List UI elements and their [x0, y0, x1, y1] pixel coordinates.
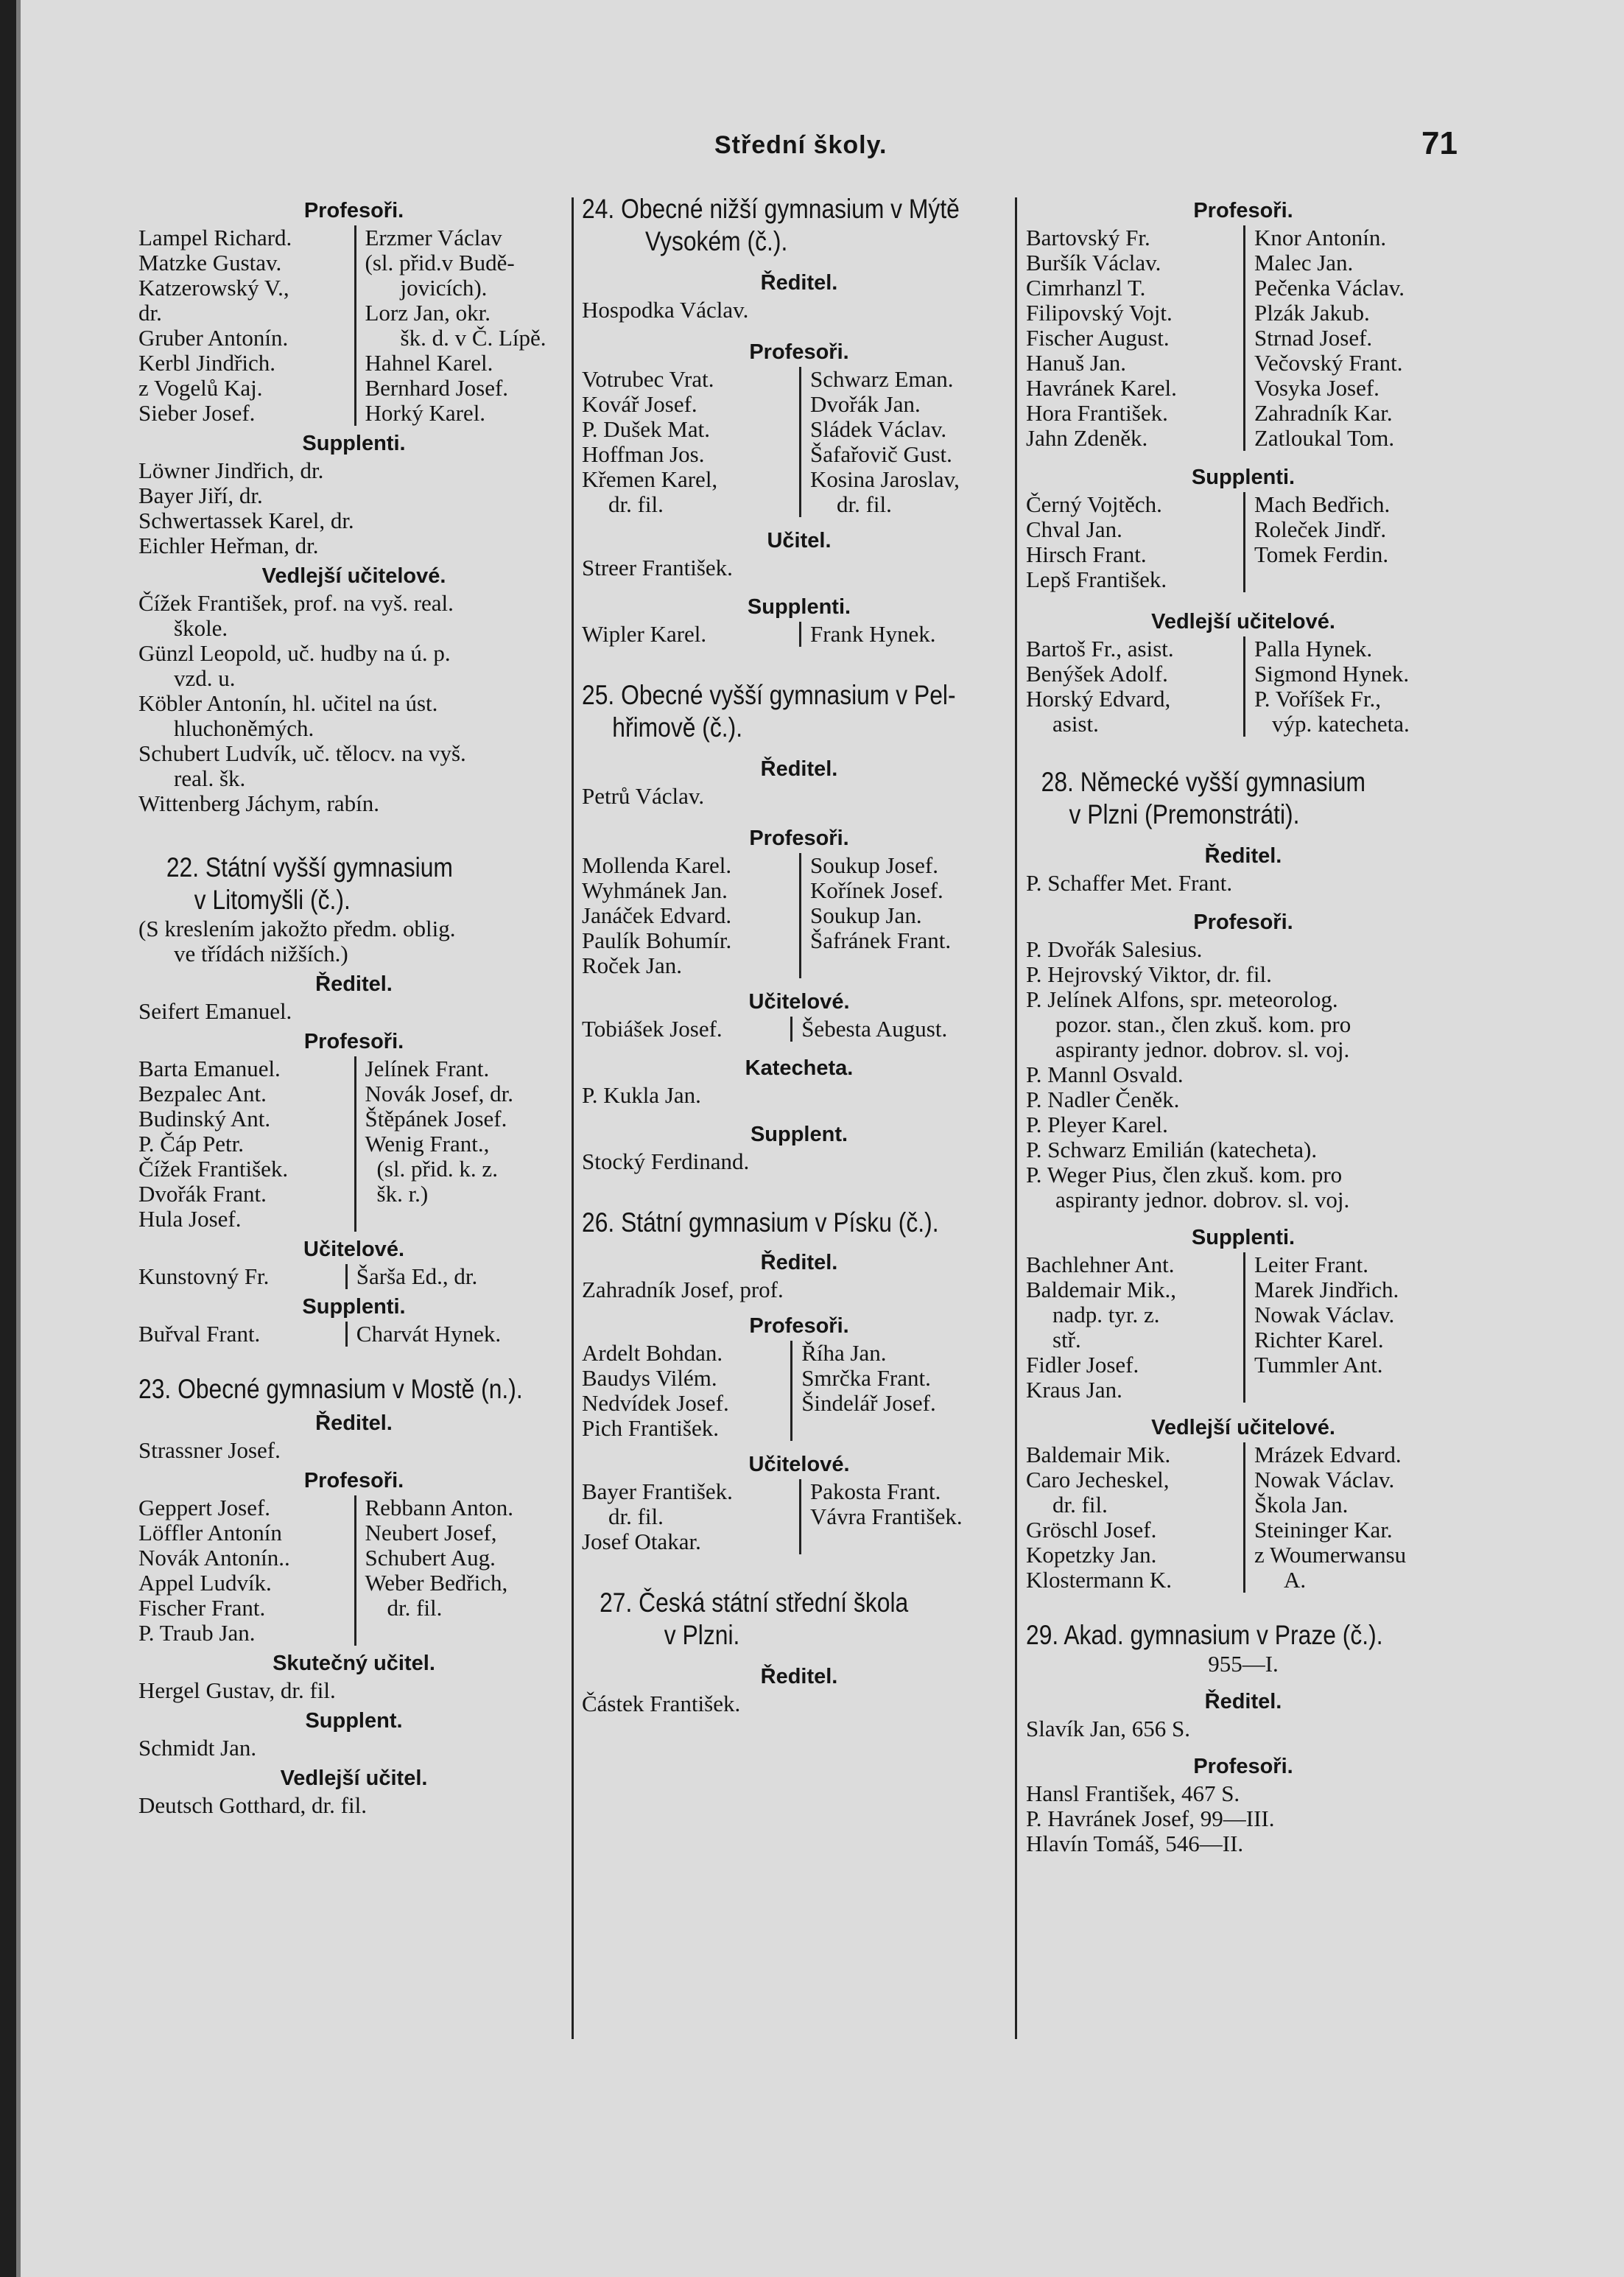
vedlejsi-right	[1243, 636, 1460, 737]
list-item: Kunstovný Fr.	[138, 1263, 270, 1289]
list-item: Bernhard Josef.	[365, 375, 509, 401]
section-heading: Profesoři.	[1193, 199, 1293, 222]
list-item: Leiter Frant.	[1254, 1252, 1368, 1277]
list-item: Bartoš Fr., asist.	[1026, 636, 1174, 662]
profesori-right	[799, 853, 1016, 978]
supplenti-list	[1026, 1252, 1460, 1403]
list-item: škole.	[174, 615, 228, 641]
profesori-right	[790, 1341, 1016, 1441]
list-item: dr. fil.	[837, 491, 892, 517]
list-item: Černý Vojtěch.	[1026, 491, 1162, 517]
list-item: Bachlehner Ant.	[1026, 1252, 1175, 1277]
school-title-line: v Litomyšli (č.).	[194, 885, 351, 915]
list-item: Sieber Josef.	[138, 400, 256, 426]
column-3	[1026, 193, 1460, 1856]
school-title	[1026, 1619, 1460, 1652]
ucitelove-list	[582, 1017, 1016, 1042]
ucitelove-right	[799, 1479, 1016, 1554]
section-heading: Ředitel.	[760, 757, 838, 781]
list-item: Fischer Frant.	[138, 1595, 266, 1621]
list-item: Kovář Josef.	[582, 391, 697, 417]
list-item: Horký Karel.	[365, 400, 486, 426]
list-item: Schubert Aug.	[365, 1545, 496, 1571]
list-item: dr. fil.	[608, 1504, 664, 1529]
list-item: Mach Bedřich.	[1254, 491, 1391, 517]
section-heading: Profesoři.	[749, 827, 849, 850]
profesori-right	[1243, 225, 1460, 451]
list-item: Schmidt Jan.	[138, 1735, 257, 1761]
list-item: Tomek Ferdin.	[1254, 541, 1389, 567]
list-item: Appel Ludvík.	[138, 1570, 272, 1596]
section-heading: Učitelové.	[303, 1238, 404, 1261]
list-item: Dvořák Jan.	[810, 391, 921, 417]
list-item: výp. katecheta.	[1272, 711, 1410, 737]
list-item: Kosina Jaroslav,	[810, 466, 960, 492]
school-title-line: 28. Německé vyšší gymnasium	[1041, 767, 1365, 797]
list-item: Mollenda Karel.	[582, 852, 732, 878]
list-item: Pakosta Frant.	[810, 1478, 941, 1504]
section-heading: Ředitel.	[760, 1665, 838, 1688]
list-item: aspiranty jednor. dobrov. sl. voj.	[1055, 1187, 1350, 1213]
list-item: Günzl Leopold, uč. hudby na ú. p.	[138, 640, 451, 666]
list-item: dr. fil.	[1052, 1492, 1108, 1518]
column-divider-1	[572, 197, 574, 2039]
school-note: ve třídách nižších.)	[174, 941, 348, 966]
list-item: Mrázek Edvard.	[1254, 1442, 1402, 1467]
ucitelove-list	[582, 1479, 1016, 1554]
school-title	[138, 1373, 569, 1406]
section-heading: Ředitel.	[760, 1251, 838, 1274]
vedlejsi-list	[1026, 1442, 1460, 1593]
list-item: Vosyka Josef.	[1254, 375, 1379, 401]
supplenti-list	[138, 1322, 569, 1347]
section-heading: Profesoři.	[303, 1030, 404, 1053]
list-item: Petrů Václav.	[582, 783, 705, 809]
list-item: nadp. tyr. z.	[1052, 1302, 1160, 1327]
list-item: z Woumerwansu	[1254, 1542, 1407, 1568]
list-item: Stocký Ferdinand.	[582, 1148, 750, 1174]
list-item: Strassner Josef.	[138, 1437, 281, 1463]
profesori-left	[138, 1056, 354, 1232]
list-item: Plzák Jakub.	[1254, 300, 1370, 326]
list-item: Hula Josef.	[138, 1206, 242, 1232]
list-item: Vávra František.	[810, 1504, 963, 1529]
list-item: Bartovský Fr.	[1026, 225, 1150, 250]
section-heading: Ředitel.	[315, 1411, 393, 1435]
list-item: Caro Jecheskel,	[1026, 1467, 1170, 1492]
list-item: Hansl František, 467 S.	[1026, 1780, 1240, 1806]
list-item: P. Voříšek Fr.,	[1254, 686, 1381, 712]
supplenti-right	[1243, 492, 1460, 592]
list-item: Fidler Josef.	[1026, 1352, 1139, 1378]
list-item: Fischer August.	[1026, 325, 1170, 351]
list-item: Tobiášek Josef.	[582, 1016, 723, 1042]
list-item: Pich František.	[582, 1415, 719, 1441]
list-item: Čížek František, prof. na vyš. real.	[138, 590, 454, 616]
list-item: stř.	[1052, 1327, 1081, 1352]
list-item: vzd. u.	[174, 665, 236, 691]
list-item: Baldemair Mik.,	[1026, 1277, 1177, 1302]
list-item: Soukup Jan.	[810, 902, 922, 928]
list-item: P. Hejrovský Viktor, dr. fil.	[1026, 961, 1272, 987]
school-title-line: Vysokém (č.).	[645, 226, 788, 256]
list-item: Klostermann K.	[1026, 1567, 1173, 1593]
profesori-list	[582, 1341, 1016, 1441]
page-number: 71	[1421, 125, 1458, 161]
section-heading: Profesoři.	[303, 1469, 404, 1492]
school-title-line: 29. Akad. gymnasium v Praze (č.).	[1026, 1620, 1383, 1650]
profesori-left	[138, 1495, 354, 1646]
list-item: P. Pleyer Karel.	[1026, 1112, 1168, 1137]
profesori-list	[138, 1495, 569, 1646]
profesori-list	[1026, 225, 1460, 451]
list-item: Deutsch Gotthard, dr. fil.	[138, 1792, 367, 1818]
profesori-list	[582, 367, 1016, 517]
list-item: Barta Emanuel.	[138, 1056, 281, 1081]
school-address: 955—I.	[1208, 1651, 1279, 1677]
profesori-left	[582, 367, 799, 517]
list-item: Hospodka Václav.	[582, 297, 749, 323]
list-item: Josef Otakar.	[582, 1529, 701, 1554]
list-item: Zahradník Josef, prof.	[582, 1277, 784, 1302]
list-item: Bezpalec Ant.	[138, 1081, 267, 1106]
list-item: Nedvídek Josef.	[582, 1390, 729, 1416]
list-item: Bayer Jiří, dr.	[138, 483, 263, 508]
list-item: Lampel Richard.	[138, 225, 292, 250]
list-item: Wenig Frant.,	[365, 1131, 490, 1157]
profesori-left	[582, 1341, 790, 1441]
list-item: P. Traub Jan.	[138, 1620, 256, 1646]
profesori-left	[582, 853, 799, 978]
section-heading: Ředitel.	[1204, 1690, 1282, 1713]
list-item: P. Weger Pius, člen zkuš. kom. pro	[1026, 1162, 1343, 1187]
list-item: Šebesta August.	[790, 1017, 1016, 1042]
list-item: jovicích).	[400, 275, 488, 301]
list-item: Baudys Vilém.	[582, 1365, 717, 1391]
list-item: Pečenka Václav.	[1254, 275, 1405, 301]
section-heading: Profesoři.	[303, 199, 404, 222]
section-heading: Supplenti.	[1191, 466, 1296, 489]
list-item: Sigmond Hynek.	[1254, 661, 1410, 687]
list-item: Marek Jindřich.	[1254, 1277, 1399, 1302]
list-item: Chval Jan.	[1026, 516, 1122, 542]
list-item: Šafařovič Gust.	[810, 441, 952, 467]
list-item: Weber Bedřich,	[365, 1570, 508, 1596]
list-item: Frank Hynek.	[799, 622, 1016, 647]
list-item: Palla Hynek.	[1254, 636, 1373, 662]
list-item: Nowak Václav.	[1254, 1467, 1395, 1492]
list-item: Večovský Frant.	[1254, 350, 1403, 376]
list-item: Jelínek Frant.	[365, 1056, 490, 1081]
section-heading: Supplent.	[305, 1709, 403, 1733]
list-item: Čížek František.	[138, 1156, 289, 1182]
school-note: (S kreslením jakožto předm. oblig.	[138, 916, 456, 941]
section-heading: Profesoři.	[1193, 911, 1293, 934]
list-item: Benýšek Adolf.	[1026, 661, 1168, 687]
profesori-right	[354, 225, 570, 426]
list-item: P. Jelínek Alfons, spr. meteorolog.	[1026, 986, 1338, 1012]
profesori-left	[1026, 225, 1243, 451]
list-item: Richter Karel.	[1254, 1327, 1384, 1352]
list-item: Sládek Václav.	[810, 416, 947, 442]
vedlejsi-left	[1026, 636, 1243, 737]
ucitelove-left	[582, 1479, 799, 1554]
vedlejsi-right	[1243, 1442, 1460, 1593]
vedlejsi-left	[1026, 1442, 1243, 1593]
running-header: Střední školy.	[714, 131, 887, 159]
section-heading: Vedlejší učitelové.	[261, 564, 446, 588]
list-item: Gruber Antonín.	[138, 325, 289, 351]
school-title-line: 26. Státní gymnasium v Písku (č.).	[582, 1207, 939, 1238]
list-item: Knor Antonín.	[1254, 225, 1387, 250]
supplenti-list	[1026, 492, 1460, 592]
school-title-line: 23. Obecné gymnasium v Mostě (n.).	[138, 1374, 523, 1404]
list-item: Seifert Emanuel.	[138, 998, 292, 1024]
list-item: z Vogelů Kaj.	[138, 375, 263, 401]
list-item: asist.	[1052, 711, 1099, 737]
school-title	[582, 193, 1016, 258]
section-heading: Ředitel.	[315, 972, 393, 996]
list-item: Lorz Jan, okr.	[365, 300, 491, 326]
list-item: pozor. stan., člen zkuš. kom. pro	[1055, 1011, 1351, 1037]
school-title	[582, 679, 1016, 744]
list-item: Charvát Hynek.	[345, 1322, 569, 1347]
list-item: Eichler Heřman, dr.	[138, 533, 319, 558]
list-item: Janáček Edvard.	[582, 902, 732, 928]
section-heading: Vedlejší učitel.	[280, 1766, 428, 1790]
list-item: Köbler Antonín, hl. učitel na úst.	[138, 690, 438, 716]
list-item: Kořínek Josef.	[810, 877, 943, 903]
list-item: Bayer František.	[582, 1478, 733, 1504]
ucitelove-list	[138, 1264, 569, 1289]
list-item: Zahradník Kar.	[1254, 400, 1393, 426]
list-item: Lepš František.	[1026, 566, 1167, 592]
list-item: aspiranty jednor. dobrov. sl. voj.	[1055, 1036, 1350, 1062]
school-title	[1026, 766, 1460, 831]
list-item: Roček Jan.	[582, 952, 683, 978]
school-title-line: 24. Obecné nižší gymnasium v Mýtě	[582, 194, 960, 224]
school-title-line: 25. Obecné vyšší gymnasium v Pel-	[582, 680, 956, 710]
list-item: Löwner Jindřich, dr.	[138, 457, 324, 483]
list-item: Šarša Ed., dr.	[345, 1264, 569, 1289]
school-title	[138, 852, 569, 916]
school-title	[582, 1207, 1016, 1239]
section-heading: Vedlejší učitelové.	[1151, 1416, 1335, 1439]
list-item: hluchoněmých.	[174, 715, 314, 741]
list-item: Smrčka Frant.	[801, 1365, 931, 1391]
list-item: Jahn Zdeněk.	[1026, 425, 1148, 451]
section-heading: Profesoři.	[749, 1314, 849, 1338]
section-heading: Katecheta.	[745, 1056, 854, 1080]
list-item: P. Schwarz Emilián (katecheta).	[1026, 1137, 1318, 1162]
list-item: šk. d. v Č. Lípě.	[400, 325, 546, 351]
list-item: Paulík Bohumír.	[582, 927, 732, 953]
page-binding-edge	[0, 0, 16, 2277]
list-item: Schwertassek Karel, dr.	[138, 508, 354, 533]
profesori-left	[138, 225, 354, 426]
school-title-line: hřimově (č.).	[612, 712, 743, 743]
list-item: Hlavín Tomáš, 546—II.	[1026, 1831, 1244, 1856]
list-item: Strnad Josef.	[1254, 325, 1373, 351]
column-1	[138, 193, 569, 1818]
list-item: Částek František.	[582, 1691, 741, 1716]
list-item: Budinský Ant.	[138, 1106, 271, 1132]
vedlejsi-list	[1026, 636, 1460, 737]
list-item: Šindelář Josef.	[801, 1390, 936, 1416]
section-heading: Ředitel.	[760, 271, 838, 295]
list-item: Dvořák Frant.	[138, 1181, 267, 1207]
list-item: dr. fil.	[387, 1595, 443, 1621]
list-item: Hirsch Frant.	[1026, 541, 1147, 567]
list-item: dr. fil.	[608, 491, 664, 517]
list-item: Erzmer Václav	[365, 225, 502, 250]
list-item: Schwarz Eman.	[810, 366, 954, 392]
section-heading: Vedlejší učitelové.	[1151, 610, 1335, 634]
list-item: Wyhmánek Jan.	[582, 877, 728, 903]
school-title-line: v Plzni (Premonstráti).	[1069, 799, 1300, 829]
list-item: P. Havránek Josef, 99—III.	[1026, 1806, 1275, 1831]
list-item: Ardelt Bohdan.	[582, 1340, 723, 1366]
section-heading: Skutečný učitel.	[273, 1652, 435, 1675]
list-item: Hanuš Jan.	[1026, 350, 1127, 376]
list-item: Malec Jan.	[1254, 250, 1354, 276]
list-item: Slavík Jan, 656 S.	[1026, 1716, 1191, 1741]
list-item: Štěpánek Josef.	[365, 1106, 507, 1132]
profesori-right	[354, 1495, 570, 1646]
list-item: Roleček Jindř.	[1254, 516, 1387, 542]
list-item: P. Dušek Mat.	[582, 416, 710, 442]
section-heading: Supplenti.	[1191, 1226, 1296, 1249]
list-item: A.	[1284, 1567, 1307, 1593]
list-item: Wipler Karel.	[582, 621, 707, 647]
section-heading: Supplenti.	[302, 1295, 406, 1319]
page-binding-shadow	[16, 0, 21, 2277]
list-item: Horský Edvard,	[1026, 686, 1171, 712]
section-heading: Ředitel.	[1204, 844, 1282, 868]
list-item: Novák Antonín..	[138, 1545, 290, 1571]
list-item: Šafránek Frant.	[810, 927, 952, 953]
school-title-line: 27. Česká státní střední škola	[600, 1587, 909, 1618]
list-item: Wittenberg Jáchym, rabín.	[138, 790, 380, 816]
section-heading: Supplent.	[750, 1123, 848, 1146]
list-item: Kopetzky Jan.	[1026, 1542, 1157, 1568]
section-heading: Učitel.	[767, 529, 832, 552]
list-item: P. Mannl Osvald.	[1026, 1062, 1184, 1087]
list-item: Baldemair Mik.	[1026, 1442, 1171, 1467]
supplenti-list	[582, 622, 1016, 647]
list-item: Hora František.	[1026, 400, 1168, 426]
list-item: Hergel Gustav, dr. fil.	[138, 1677, 336, 1703]
list-item: Steininger Kar.	[1254, 1517, 1393, 1543]
list-item: Hahnel Karel.	[365, 350, 493, 376]
list-item: Křemen Karel,	[582, 466, 718, 492]
supplenti-right	[1243, 1252, 1460, 1403]
profesori-list	[582, 853, 1016, 978]
list-item: Kraus Jan.	[1026, 1377, 1122, 1403]
list-item: real. šk.	[174, 765, 246, 791]
list-item: P. Schaffer Met. Frant.	[1026, 870, 1233, 896]
list-item: Hoffman Jos.	[582, 441, 705, 467]
section-heading: Supplenti.	[747, 595, 851, 619]
list-item: (sl. přid. k. z.	[376, 1156, 498, 1182]
profesori-list	[138, 1056, 569, 1232]
list-item: Nowak Václav.	[1254, 1302, 1395, 1327]
list-item: Kerbl Jindřich.	[138, 350, 275, 376]
school-title-line: v Plzni.	[664, 1620, 740, 1650]
list-item: P. Čáp Petr.	[138, 1131, 244, 1157]
column-2	[582, 193, 1016, 1716]
list-item: Streer František.	[582, 555, 733, 580]
section-heading: Učitelové.	[748, 990, 850, 1014]
list-item: Filipovský Vojt.	[1026, 300, 1173, 326]
section-heading: Učitelové.	[748, 1453, 850, 1476]
profesori-right	[354, 1056, 570, 1232]
list-item: Cimrhanzl T.	[1026, 275, 1146, 301]
section-heading: Supplenti.	[302, 432, 406, 455]
supplenti-left	[1026, 1252, 1243, 1403]
list-item: P. Kukla Jan.	[582, 1082, 701, 1108]
list-item: Soukup Josef.	[810, 852, 938, 878]
profesori-right	[799, 367, 1016, 517]
list-item: Buršík Václav.	[1026, 250, 1161, 276]
section-heading: Profesoři.	[749, 340, 849, 364]
list-item: Říha Jan.	[801, 1340, 887, 1366]
section-heading: Profesoři.	[1193, 1755, 1293, 1778]
list-item: Katzerowský V.,	[138, 275, 289, 301]
list-item: Buřval Frant.	[138, 1321, 261, 1347]
list-item: dr.	[138, 300, 162, 326]
list-item: P. Dvořák Salesius.	[1026, 936, 1203, 962]
list-item: Votrubec Vrat.	[582, 366, 714, 392]
list-item: Havránek Karel.	[1026, 375, 1177, 401]
list-item: P. Nadler Čeněk.	[1026, 1087, 1180, 1112]
list-item: Škola Jan.	[1254, 1492, 1349, 1518]
profesori-list	[138, 225, 569, 426]
supplenti-left	[1026, 492, 1243, 592]
list-item: šk. r.)	[376, 1181, 429, 1207]
school-title	[582, 1587, 1016, 1652]
list-item: Zatloukal Tom.	[1254, 425, 1395, 451]
list-item: Novák Josef, dr.	[365, 1081, 513, 1106]
list-item: Gröschl Josef.	[1026, 1517, 1157, 1543]
list-item: Neubert Josef,	[365, 1520, 497, 1546]
school-title-line: 22. Státní vyšší gymnasium	[166, 852, 453, 883]
list-item: Tummler Ant.	[1254, 1352, 1383, 1378]
list-item: Matzke Gustav.	[138, 250, 282, 276]
list-item: Geppert Josef.	[138, 1495, 271, 1520]
list-item: Schubert Ludvík, uč. tělocv. na vyš.	[138, 740, 466, 766]
list-item: (sl. přid.v Budě-	[365, 250, 515, 276]
list-item: Löffler Antonín	[138, 1520, 282, 1546]
list-item: Rebbann Anton.	[365, 1495, 513, 1520]
